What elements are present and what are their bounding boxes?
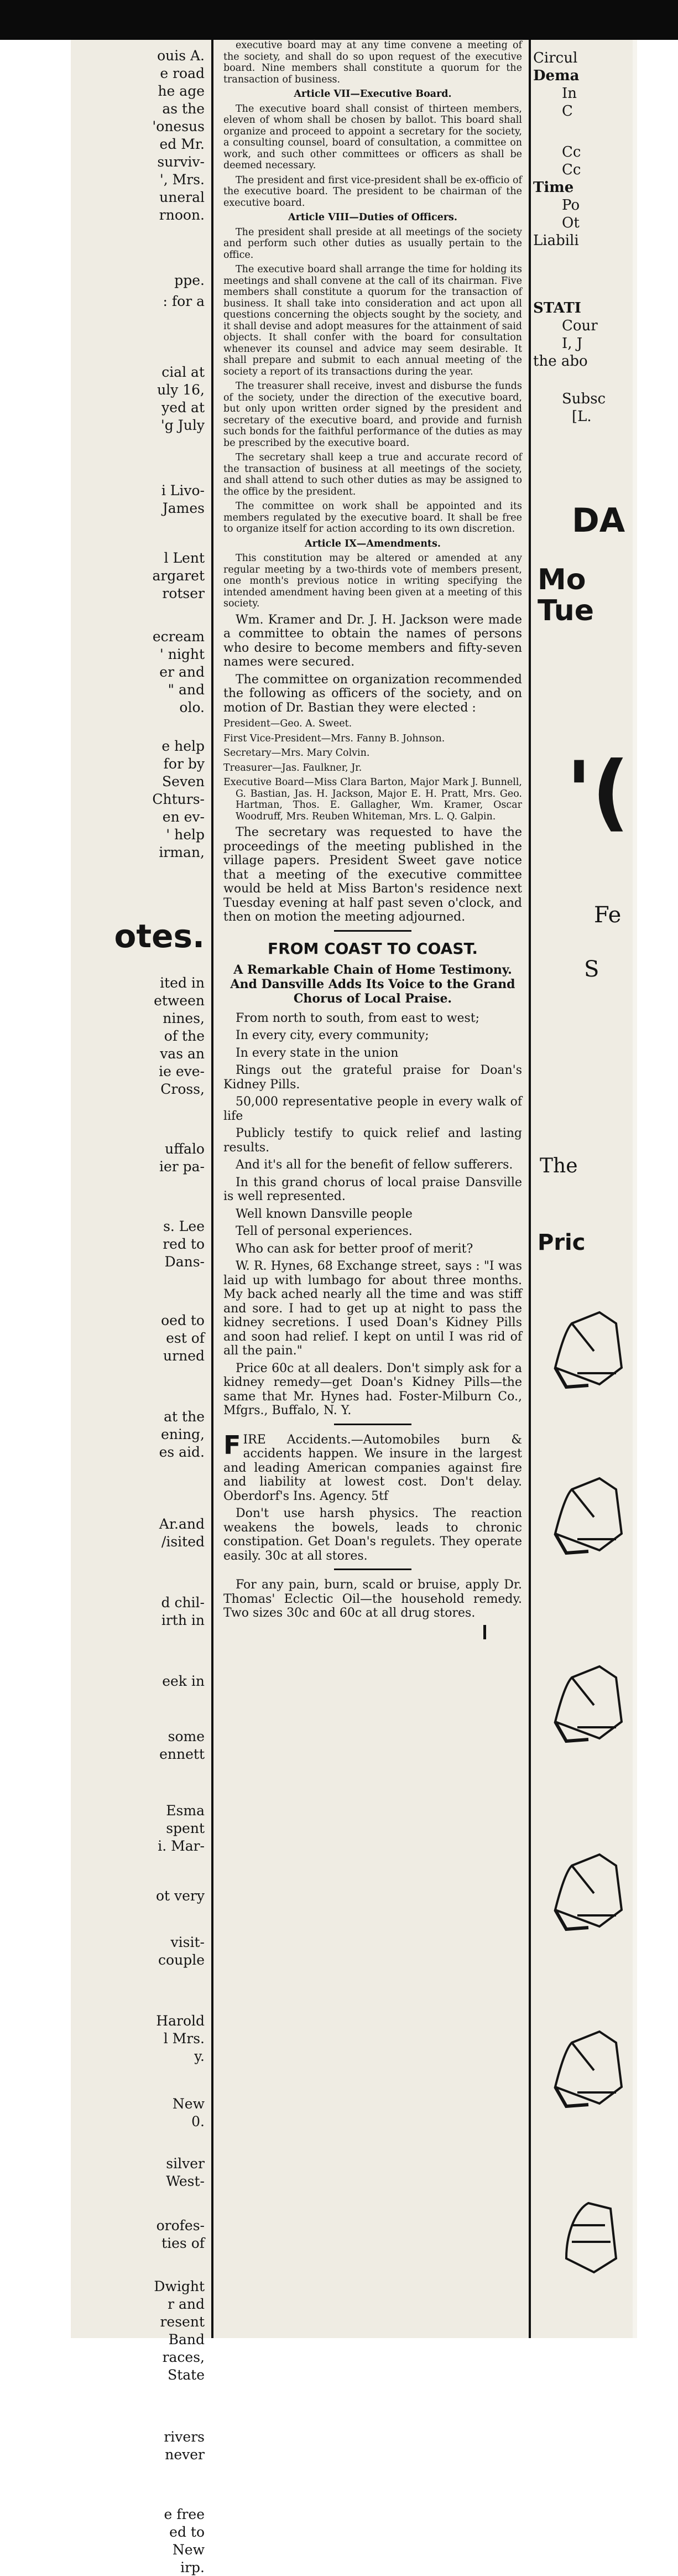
right-fragment: Liabili: [533, 232, 579, 249]
article-paragraph: The president shall preside at all meetings of the society and perform such other duties as usually pertain to the office.: [223, 226, 522, 261]
right-fragment-headline: DA: [572, 501, 625, 540]
ad-line: Who can ask for better proof of merit?: [236, 1242, 473, 1256]
left-fragment-line: Harold: [156, 2013, 205, 2029]
left-fragment-line: 'g July: [160, 417, 205, 433]
ad-line: Tell of personal experiences.: [236, 1224, 413, 1238]
right-fragment: Cc: [562, 162, 581, 178]
right-fragment: Pric: [538, 1230, 586, 1255]
right-fragment-headline: Tue: [538, 594, 594, 627]
left-fragment-line: red to: [163, 1236, 205, 1252]
ad-line: From north to south, from east to west;: [236, 1011, 480, 1025]
section-separator: [334, 1569, 411, 1570]
left-fragment-line: surviv-: [157, 154, 205, 170]
left-fragment-line: of the: [164, 1028, 205, 1044]
officer-entry: Executive Board—Miss Clara Barton, Major Mark J. Bunnell, G. Bastian, Jas. H. Jackson, Major E. H. Pratt, Mrs. Geo. Hartman, Thos. E. Gallagher, Wm. Kramer, Oscar Woodruff, Mrs. Reuben Whiteman, Mrs. L. Q. Galpin.: [223, 777, 522, 822]
ad-line: In every state in the union: [236, 1046, 399, 1060]
left-fragment-line: uly 16,: [157, 382, 205, 398]
left-fragment-line: 0.: [191, 2113, 205, 2130]
article-paragraph: The secretary shall keep a true and accurate record of the transaction of business at all meetings of the society, and shall attend to such other duties as may be assigned to the office by the president.: [223, 452, 522, 497]
report-paragraph: The secretary was requested to have the proceedings of the meeting published in the village papers. President Sweet gave notice that a meeting of the executive committee would be held at Miss Barton's residence next Tuesday evening at half past seven o'clock, and then on motion the meeting adjourned.: [223, 825, 522, 924]
ad-line: Rings out the grateful praise for Doan's Kidney Pills.: [223, 1063, 522, 1092]
left-fragment-line: ed Mr.: [159, 136, 205, 152]
left-fragment-line: e help: [161, 738, 205, 754]
scan-top-border: [0, 0, 678, 40]
left-fragment-line: Ar.and: [159, 1516, 205, 1532]
left-fragment-line: Esma: [166, 1803, 205, 1819]
left-fragment-line: ' help: [166, 827, 205, 843]
left-fragment-line: : for a: [163, 293, 205, 309]
left-fragment-line: Dans-: [164, 1254, 205, 1270]
left-fragment-line: New: [172, 2096, 205, 2112]
left-fragment-line: est of: [166, 1330, 205, 1346]
right-fragment: C: [562, 103, 573, 120]
right-fragment: Circul: [533, 50, 578, 66]
left-fragment-line: argaret: [152, 568, 205, 584]
drop-cap: F: [223, 1430, 241, 1460]
section-separator: [334, 930, 411, 932]
right-fragment: Fe: [594, 902, 622, 928]
main-column: [223, 40, 522, 2338]
left-fragment-line: ier pa-: [159, 1159, 205, 1175]
left-fragment-line: races,: [162, 2349, 205, 2365]
left-fragment-line: ening,: [161, 1426, 205, 1442]
left-fragment-line: urned: [163, 1348, 205, 1364]
left-fragment-line: orofes-: [156, 2217, 205, 2234]
left-fragment-line: ' night: [159, 646, 205, 662]
officer-entry: First Vice-President—Mrs. Fanny B. Johnson.: [223, 733, 445, 744]
left-fragment-line: resent: [160, 2314, 205, 2330]
column-end-mark: [483, 1625, 486, 1639]
left-fragment-line: never: [165, 2447, 205, 2463]
left-fragment-line: visit-: [170, 1934, 205, 1950]
left-fragment-line: en ev-: [162, 809, 205, 825]
left-fragment-line: ecream: [152, 629, 205, 645]
left-fragment-line: uneral: [159, 189, 205, 205]
left-column-fragments: [71, 40, 209, 2575]
left-fragment-line: etween: [154, 993, 205, 1009]
left-fragment-line: y.: [194, 2048, 205, 2064]
left-fragment-line: at the: [164, 1409, 205, 1425]
left-fragment-line: Chturs-: [152, 791, 205, 807]
left-fragment-line: e free: [164, 2506, 205, 2522]
left-fragment-line: ', Mrs.: [159, 172, 205, 188]
left-fragment-line: ties of: [161, 2235, 205, 2251]
fire-ad-text: IRE Accidents.—Automobiles burn & accidents happen. We insure in the largest and leading American companies against fire and liability at lowest cost. Don't delay. Oberdorf's Ins. Agency. 5tf: [223, 1432, 522, 1503]
newspaper-page: [51, 40, 637, 2575]
right-fragment: Cc: [562, 144, 581, 160]
testimonial-paragraph: W. R. Hynes, 68 Exchange street, says : "I was laid up with lumbago for about three months. My back ached nearly all the time and was stiff and sore. I had to get up at night to pass the kidney secretions. I used Doan's Kidney Pills and soon had relief. I kept on until I was rid of all the pain.": [223, 1259, 522, 1358]
left-fragment-line: rotser: [162, 585, 205, 601]
article-paragraph: The executive board shall arrange the time for holding its meetings and shall convene at the call of its chairman. Five members shall constitute a quorum for the transaction of business. It shall take into consideration and act upon all questions concerning the objects sought by the society, and it shall devise and adopt measures for the attainment of said objects. It shall confer with the board for consultation whenever its counsel and advice may seem desirable. It shall prepare and submit to each annual meeting of the society a report of its transactions during the year.: [223, 264, 522, 377]
left-fragment-line: /isited: [161, 1534, 205, 1550]
shoe-icon: [555, 1312, 622, 1387]
right-fragment-headline: Mo: [538, 563, 586, 596]
left-fragment-line: New: [172, 2542, 205, 2558]
ad-subheadline: A Remarkable Chain of Home Testimony. And Dansville Adds Its Voice to the Grand Chorus of Local Praise.: [230, 962, 515, 1006]
right-fragment-headline: '(: [566, 744, 630, 840]
right-fragment: STATI: [533, 300, 581, 316]
left-fragment-line: Band: [168, 2331, 205, 2348]
left-fragment-line: ot very: [155, 1888, 205, 1904]
left-fragment-heading: otes.: [114, 917, 205, 955]
left-fragment-line: ie eve-: [159, 1063, 205, 1079]
left-fragment-line: as the: [162, 101, 205, 117]
page-gutter: [51, 40, 71, 2338]
fire-insurance-ad: [223, 1430, 522, 1504]
left-fragment-line: nines,: [163, 1010, 205, 1026]
left-fragment-line: vas an: [160, 1046, 205, 1062]
report-paragraph: The committee on organization recommended the following as officers of the society, and on motion of Dr. Bastian they were elected :: [223, 672, 522, 715]
left-fragment-line: James: [162, 500, 205, 516]
left-fragment-line: some: [168, 1728, 205, 1744]
left-fragment-line: olo.: [179, 699, 205, 715]
left-fragment-line: er and: [159, 664, 205, 680]
left-fragment-line: e road: [160, 65, 205, 81]
eclectic-oil-ad: For any pain, burn, scald or bruise, apply Dr. Thomas' Eclectic Oil—the household remedy. Two sizes 30c and 60c at all drug stores.: [223, 1578, 522, 1620]
section-separator: [334, 1424, 411, 1425]
left-fragment-line: Seven: [162, 773, 205, 790]
left-fragment-line: oed to: [161, 1312, 205, 1328]
right-fragment: Po: [562, 197, 580, 214]
page-torn-edge: [633, 40, 637, 2338]
article-title: Article VIII—Duties of Officers.: [288, 212, 457, 223]
ad-line: Well known Dansville people: [236, 1207, 413, 1221]
left-fragment-line: rnoon.: [159, 207, 205, 223]
left-fragment-line: West-: [166, 2173, 205, 2189]
ad-line: In this grand chorus of local praise Dansville is well represented.: [223, 1175, 522, 1203]
left-fragment-line: es aid.: [159, 1444, 205, 1460]
shoe-icon: [555, 1666, 622, 1741]
left-fragment-line: l Lent: [164, 550, 205, 566]
shoe-icon: [566, 2203, 616, 2272]
left-fragment-line: ited in: [160, 975, 205, 991]
right-fragment: Subsc: [562, 391, 606, 407]
left-fragment-line: eek in: [162, 1673, 205, 1689]
left-fragment-line: uffalo: [165, 1141, 205, 1157]
officer-entry: President—Geo. A. Sweet.: [223, 718, 352, 729]
left-fragment-line: d chil-: [161, 1595, 205, 1611]
left-fragment-line: irp.: [180, 2559, 205, 2575]
ad-line: In every city, every community;: [236, 1029, 429, 1042]
left-fragment-line: silver: [166, 2156, 205, 2172]
shoe-icon: [555, 2032, 622, 2106]
left-fragment-line: he age: [158, 83, 205, 99]
article-paragraph: The committee on work shall be appointed and its members regulated by the executive board. It shall be free to organize itself for action according to its own discretion.: [223, 501, 522, 534]
left-fragment-line: l Mrs.: [163, 2030, 205, 2047]
right-fragment: [L.: [572, 408, 592, 425]
right-fragment: Dema: [533, 67, 580, 84]
right-fragment: In: [562, 85, 577, 102]
left-fragment-line: ennett: [159, 1746, 205, 1762]
article-paragraph: The president and first vice-president shall be ex-officio of the executive board. The president to be chairman of the executive board.: [223, 174, 522, 209]
left-fragment-line: yed at: [161, 399, 205, 416]
ad-price-paragraph: Price 60c at all dealers. Don't simply ask for a kidney remedy—get Doan's Kidney Pills—the same that Mr. Hynes had. Foster-Milburn Co., Mfgrs., Buffalo, N. Y.: [223, 1361, 522, 1417]
left-fragment-line: cial at: [161, 364, 205, 380]
right-fragment: S: [584, 957, 599, 982]
left-fragment-line: State: [168, 2367, 205, 2383]
left-fragment-line: i. Mar-: [158, 1838, 205, 1854]
shoe-icon: [555, 1478, 622, 1553]
left-fragment-line: Dwight: [154, 2278, 205, 2294]
left-fragment-line: ouis A.: [157, 48, 205, 64]
left-fragment-line: s. Lee: [163, 1218, 205, 1234]
left-fragment-line: r and: [168, 2296, 205, 2312]
column-rule-right: [529, 40, 531, 2338]
physics-ad: Don't use harsh physics. The reaction weakens the bowels, leads to chronic constipation. Get Doan's regulets. They operate easily. 30c at all stores.: [223, 1507, 522, 1563]
article-title: Article IX—Amendments.: [305, 538, 441, 549]
left-fragment-line: ed to: [169, 2524, 205, 2540]
ad-line: 50,000 representative people in every walk of life: [223, 1095, 522, 1123]
officer-entry: Secretary—Mrs. Mary Colvin.: [223, 747, 370, 759]
right-fragment: The: [540, 1155, 578, 1177]
shoe-icon: [555, 1855, 622, 1929]
right-column-fragments: [533, 40, 637, 2338]
right-fragment: Cour: [562, 318, 598, 334]
left-fragment-line: rivers: [164, 2429, 205, 2445]
left-fragment-line: spent: [166, 1820, 205, 1836]
left-fragment-line: Cross,: [160, 1081, 205, 1097]
left-fragment-line: for by: [163, 756, 205, 772]
article-paragraph: This constitution may be altered or amended at any regular meeting by a two-thirds vote of members present, one month's previous notice in writing specifying the intended amendment having been given at a meeting of this society.: [223, 553, 522, 609]
constitution-fragment: executive board may at any time convene a meeting of the society, and shall do so upon request of the executive board. Nine members shall constitute a quorum for the transaction of business.: [223, 40, 522, 85]
ad-headline: FROM COAST TO COAST.: [268, 939, 478, 958]
left-fragment-line: i Livo-: [161, 482, 205, 498]
left-fragment-line: 'onesus: [152, 118, 205, 134]
right-fragment: I, J: [562, 335, 583, 352]
left-fragment-line: couple: [158, 1952, 205, 1968]
article-paragraph: The treasurer shall receive, invest and disburse the funds of the society, under the direction of the executive board, but only upon written order signed by the president and secretary of the executive board, and provide and furnish such bonds for the faithful performance of the duties as may be prescribed by the executive board.: [223, 381, 522, 449]
right-fragment: the abo: [533, 353, 588, 370]
shoe-illustrations: [533, 1290, 637, 2330]
right-fragment: Ot: [562, 215, 580, 231]
left-fragment-line: ppe.: [174, 272, 205, 288]
article-paragraph: The executive board shall consist of thirteen members, eleven of whom shall be chosen by ballot. This board shall organize and proceed to appoint a secretary for the society, a consulting counsel, board of consultation, a committee on work, and such other committees or officers as shall be deemed necessary.: [223, 103, 522, 171]
left-fragment-line: irman,: [159, 844, 205, 860]
article-title: Article VII—Executive Board.: [294, 89, 452, 100]
ad-line: Publicly testify to quick relief and lasting results.: [223, 1126, 522, 1155]
column-rule-left: [211, 40, 213, 2338]
ad-line: And it's all for the benefit of fellow sufferers.: [236, 1158, 513, 1172]
officer-entry: Treasurer—Jas. Faulkner, Jr.: [223, 762, 362, 773]
left-fragment-line: " and: [168, 682, 205, 698]
right-fragment: Time: [533, 179, 574, 196]
report-paragraph: Wm. Kramer and Dr. J. H. Jackson were made a committee to obtain the names of persons who desire to become members and fifty-seven names were secured.: [223, 612, 522, 669]
left-fragment-line: irth in: [161, 1612, 205, 1628]
